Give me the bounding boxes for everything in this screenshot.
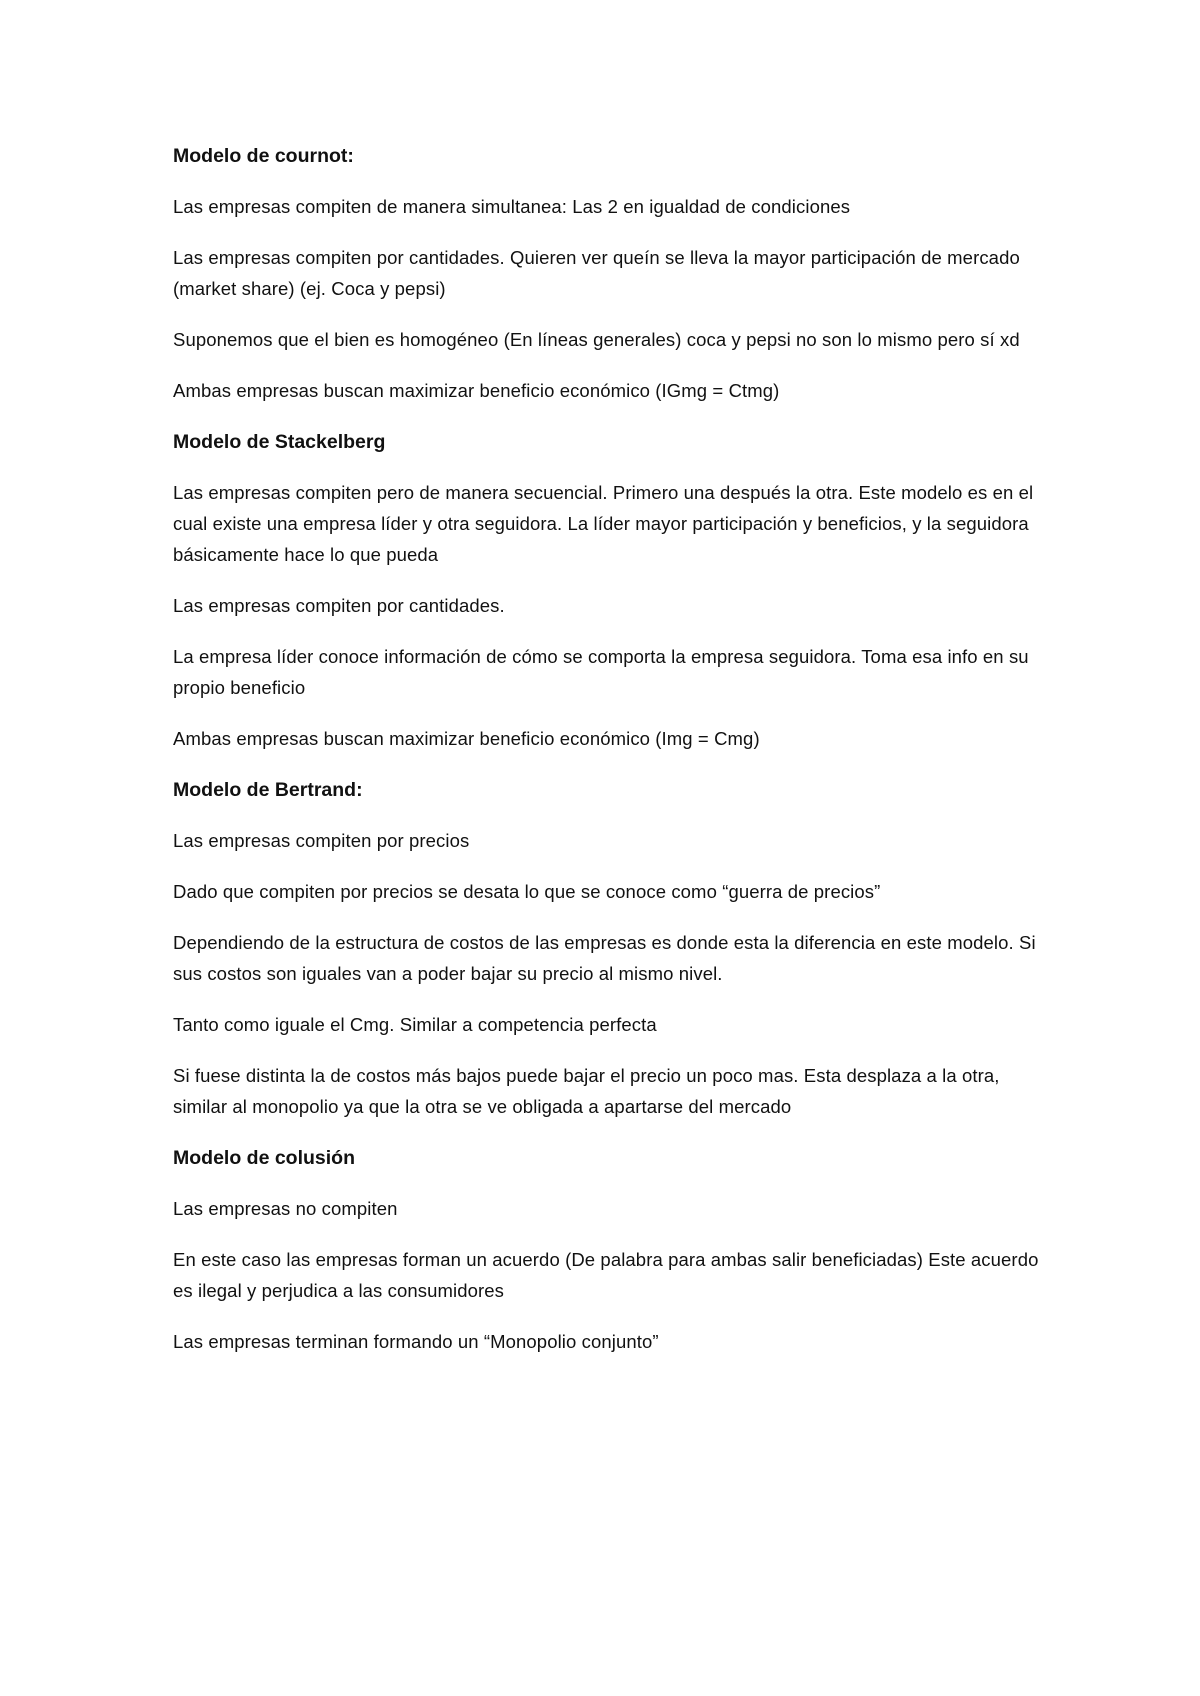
paragraph: Tanto como iguale el Cmg. Similar a competencia perfecta bbox=[173, 1014, 657, 1035]
paragraph: Las empresas compiten de manera simultanea: Las 2 en igualdad de condiciones bbox=[173, 196, 851, 217]
paragraph: Ambas empresas buscan maximizar beneficio económico (Img = Cmg) bbox=[173, 728, 760, 749]
section-heading-colusion: Modelo de colusión bbox=[173, 1147, 356, 1169]
section-heading-stackelberg: Modelo de Stackelberg bbox=[173, 431, 386, 453]
paragraph: En este caso las empresas forman un acuerdo (De palabra para ambas salir beneficiadas) Este acuerdo es ilegal y perjudica a las consumidores bbox=[173, 1249, 1039, 1301]
paragraph: Suponemos que el bien es homogéneo (En líneas generales) coca y pepsi no son lo mismo pero sí xd bbox=[173, 329, 1020, 350]
paragraph: Las empresas compiten por precios bbox=[173, 830, 470, 851]
paragraph: Las empresas compiten por cantidades. Quieren ver queín se lleva la mayor participación de mercado (market share) (ej. Coca y pepsi) bbox=[173, 247, 1020, 299]
document-body bbox=[173, 140, 1053, 1377]
paragraph: Las empresas terminan formando un “Monopolio conjunto” bbox=[173, 1331, 659, 1352]
paragraph: Si fuese distinta la de costos más bajos puede bajar el precio un poco mas. Esta desplaza a la otra, similar al monopolio ya que la otra se ve obligada a apartarse del mercado bbox=[173, 1065, 1000, 1117]
paragraph: Las empresas compiten pero de manera secuencial. Primero una después la otra. Este modelo es en el cual existe una empresa líder y otra seguidora. La líder mayor participación y beneficios, y la seguidora básicamente hace lo que pueda bbox=[173, 482, 1034, 565]
paragraph: Dado que compiten por precios se desata lo que se conoce como “guerra de precios” bbox=[173, 881, 881, 902]
section-heading-bertrand: Modelo de Bertrand: bbox=[173, 779, 363, 801]
paragraph: Dependiendo de la estructura de costos de las empresas es donde esta la diferencia en este modelo. Si sus costos son iguales van a poder bajar su precio al mismo nivel. bbox=[173, 932, 1036, 984]
paragraph: Las empresas compiten por cantidades. bbox=[173, 595, 505, 616]
paragraph: Las empresas no compiten bbox=[173, 1198, 398, 1219]
section-heading-cournot: Modelo de cournot: bbox=[173, 145, 354, 167]
paragraph: Ambas empresas buscan maximizar beneficio económico (IGmg = Ctmg) bbox=[173, 380, 780, 401]
paragraph: La empresa líder conoce información de cómo se comporta la empresa seguidora. Toma esa info en su propio beneficio bbox=[173, 646, 1029, 698]
